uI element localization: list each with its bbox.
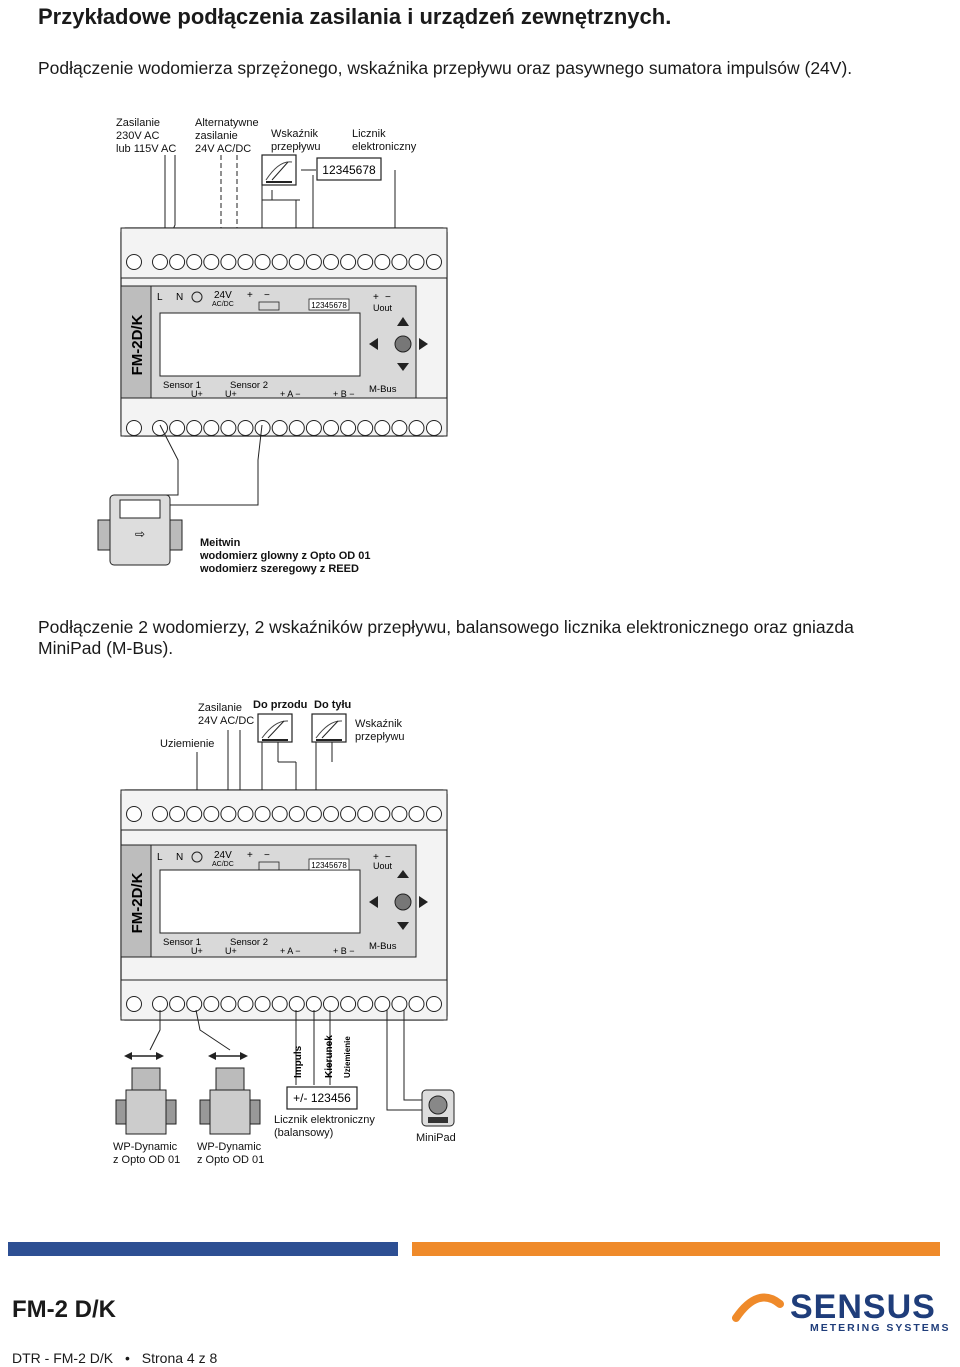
svg-text:−: − <box>264 850 270 861</box>
terminal-screw <box>306 807 321 822</box>
meter-label-3: wodomierz szeregowy z REED <box>200 563 359 575</box>
input-b-label: + B − <box>333 389 355 399</box>
device-display-label: 12345678 <box>311 301 347 310</box>
svg-text:+: + <box>247 850 253 861</box>
terminal-screw <box>392 807 407 822</box>
page-number: Strona 4 z 8 <box>141 1350 218 1366</box>
svg-text:M-Bus: M-Bus <box>369 941 397 952</box>
terminal-screw <box>221 997 236 1012</box>
terminal-screw <box>221 807 236 822</box>
mounting-hole <box>427 997 442 1012</box>
terminal-screw <box>341 255 356 270</box>
terminal-screw <box>170 421 185 436</box>
terminal-screw <box>204 255 219 270</box>
terminal-screw <box>306 421 321 436</box>
document-footer: DTR - FM-2 D/K • Strona 4 z 8 <box>12 1350 218 1366</box>
ok-button-icon <box>395 336 411 352</box>
terminal-screw <box>306 997 321 1012</box>
terminal-screw <box>187 807 202 822</box>
terminal-screw <box>306 255 321 270</box>
terminal-screw <box>392 255 407 270</box>
impuls-label: Impuls <box>293 1045 304 1078</box>
svg-text:+: + <box>373 852 379 863</box>
svg-text:Sensor 1: Sensor 1 <box>163 937 202 948</box>
device-model-label-2: FM-2D/K <box>129 872 146 934</box>
sensor2-label: Sensor 2 <box>230 380 269 391</box>
svg-text:U+: U+ <box>191 946 203 956</box>
mounting-hole <box>427 807 442 822</box>
terminal-screw <box>358 421 373 436</box>
meter-label-1: Meitwin <box>200 537 241 549</box>
terminal-row-bottom-2 <box>127 997 442 1012</box>
mbus-label: M-Bus <box>369 384 397 395</box>
minipad-label: MiniPad <box>416 1132 456 1144</box>
mounting-hole <box>127 255 142 270</box>
sensus-logo-icon <box>728 1288 788 1328</box>
supply-label-3: lub 115V AC <box>116 143 177 155</box>
terminal-screw <box>255 255 270 270</box>
terminal-label-N: N <box>176 292 184 303</box>
mounting-hole <box>127 997 142 1012</box>
terminal-screw <box>187 997 202 1012</box>
terminal-label-acdc: AC/DC <box>212 301 234 308</box>
terminal-label-24v: 24V <box>214 290 232 301</box>
input-a-label: + A − <box>280 389 301 399</box>
terminal-screw <box>392 997 407 1012</box>
wp1-label-1: WP-Dynamic <box>113 1141 178 1153</box>
document-title: FM-2 D/K <box>12 1296 116 1323</box>
terminal-row-top-2 <box>127 807 442 822</box>
terminal-screw <box>375 421 390 436</box>
footer-bar-orange <box>412 1242 940 1256</box>
uout-label: Uout <box>373 303 393 313</box>
sensor1-label: Sensor 1 <box>163 380 202 391</box>
terminal-screw <box>289 255 304 270</box>
water-meter-icon <box>98 495 182 565</box>
terminal-screw <box>375 997 390 1012</box>
terminal-screw <box>272 255 287 270</box>
terminal-screw <box>341 807 356 822</box>
terminal-screw <box>204 807 219 822</box>
wp-dynamic-meter-1-icon <box>116 1052 176 1134</box>
terminal-screw <box>255 421 270 436</box>
terminal-screw <box>187 421 202 436</box>
terminal-screw <box>255 807 270 822</box>
balanced-counter-label-1: Licznik elektroniczny <box>274 1114 375 1126</box>
terminal-screw <box>153 997 168 1012</box>
wiring-diagram-2 <box>0 690 960 1190</box>
terminal-screw <box>358 255 373 270</box>
terminal-screw <box>221 255 236 270</box>
s2-supply-label-2: 24V AC/DC <box>198 715 255 727</box>
kierunek-label: Kierunek <box>324 1035 335 1078</box>
svg-text:AC/DC: AC/DC <box>212 861 234 868</box>
svg-text:Uout: Uout <box>373 861 393 871</box>
terminal-row-top-1 <box>127 255 442 270</box>
section2-title-1: Podłączenie 2 wodomierzy, 2 wskaźników przepływu, balansowego licznika elektronicznego oraz gniazda <box>38 617 854 637</box>
terminal-label-plus: + <box>247 290 253 301</box>
terminal-label-minus: − <box>264 290 270 301</box>
svg-text:L: L <box>157 852 163 863</box>
forward-label: Do przodu <box>253 699 308 711</box>
s2-flow-label-2: przepływu <box>355 731 405 743</box>
terminal-screw <box>375 255 390 270</box>
terminal-screw <box>341 421 356 436</box>
wp2-label-2: z Opto OD 01 <box>197 1154 265 1166</box>
terminal-screw <box>409 421 424 436</box>
ok-button-icon-2 <box>395 894 411 910</box>
brand-name: SENSUS <box>790 1288 936 1326</box>
mounting-hole <box>127 807 142 822</box>
terminal-label-L: L <box>157 292 163 303</box>
terminal-screw <box>375 807 390 822</box>
alt-supply-label-2: zasilanie <box>195 130 238 142</box>
terminal-screw <box>409 255 424 270</box>
terminal-screw <box>409 807 424 822</box>
forward-gauge-icon <box>258 714 292 742</box>
supply-label-2: 230V AC <box>116 130 160 142</box>
terminal-screw <box>409 997 424 1012</box>
svg-text:⇨: ⇨ <box>134 527 146 541</box>
device-model-label: FM-2D/K <box>129 314 146 376</box>
svg-text:24V: 24V <box>214 850 232 861</box>
terminal-screw <box>324 255 339 270</box>
terminal-screw <box>204 997 219 1012</box>
mounting-hole <box>427 421 442 436</box>
terminal-screw <box>272 421 287 436</box>
balanced-counter-display: +/- 123456 <box>293 1091 351 1105</box>
section1-title: Podłączenie wodomierza sprzężonego, wskaźnika przepływu oraz pasywnego sumatora impulsów (24V). <box>38 58 853 78</box>
terminal-screw <box>153 807 168 822</box>
brand-subtitle: METERING SYSTEMS <box>810 1322 951 1334</box>
svg-text:N: N <box>176 852 184 863</box>
backward-gauge-icon <box>312 714 346 742</box>
svg-text:Sensor 2: Sensor 2 <box>230 937 269 948</box>
counter-display-text: 12345678 <box>322 163 376 177</box>
terminal-screw <box>204 421 219 436</box>
terminal-screw <box>272 997 287 1012</box>
wp1-label-2: z Opto OD 01 <box>113 1154 181 1166</box>
mounting-hole <box>127 421 142 436</box>
sensor1-u-label: U+ <box>191 389 203 399</box>
s2-flow-label-1: Wskaźnik <box>355 718 403 730</box>
terminal-screw <box>289 997 304 1012</box>
balanced-counter-label-2: (balansowy) <box>274 1127 334 1139</box>
meter-label-2: wodomierz glowny z Opto OD 01 <box>200 550 371 562</box>
uout-plus: + <box>373 292 379 303</box>
svg-text:−: − <box>385 852 391 863</box>
document-code: DTR - FM-2 D/K <box>12 1350 114 1366</box>
terminal-screw <box>170 807 185 822</box>
terminal-screw <box>392 421 407 436</box>
wp2-label-1: WP-Dynamic <box>197 1141 262 1153</box>
flow-indicator-label-2: przepływu <box>271 141 321 153</box>
s2-supply-label-1: Zasilanie <box>198 702 243 714</box>
alt-supply-label-3: 24V AC/DC <box>195 143 252 155</box>
page-heading: Przykładowe podłączenia zasilania i urządzeń zewnętrznych. <box>38 4 672 29</box>
terminal-screw <box>238 421 253 436</box>
flow-gauge-icon <box>262 155 296 185</box>
backward-label: Do tyłu <box>314 699 352 711</box>
terminal-screw <box>289 421 304 436</box>
terminal-screw <box>238 997 253 1012</box>
alt-supply-label-1: Alternatywne <box>195 117 259 129</box>
svg-text:+ B −: + B − <box>333 946 355 956</box>
footer-bar-blue <box>8 1242 398 1256</box>
svg-text:12345678: 12345678 <box>311 861 347 870</box>
terminal-screw <box>289 807 304 822</box>
mounting-hole <box>427 255 442 270</box>
uziemienie-label: Uziemienie <box>343 1036 352 1078</box>
terminal-screw <box>187 255 202 270</box>
sensor2-u-label: U+ <box>225 389 237 399</box>
wiring-diagram-1 <box>0 0 960 600</box>
terminal-screw <box>358 807 373 822</box>
terminal-screw <box>153 421 168 436</box>
supply-label-1: Zasilanie <box>116 117 161 129</box>
uout-minus: − <box>385 292 391 303</box>
ground-label: Uziemienie <box>160 738 215 750</box>
counter-label-2: elektroniczny <box>352 141 417 153</box>
terminal-screw <box>358 997 373 1012</box>
terminal-screw <box>255 997 270 1012</box>
terminal-screw <box>272 807 287 822</box>
terminal-screw <box>238 255 253 270</box>
terminal-screw <box>238 807 253 822</box>
terminal-screw <box>170 255 185 270</box>
terminal-screw <box>170 997 185 1012</box>
terminal-row-bottom-1 <box>127 421 442 436</box>
terminal-screw <box>341 997 356 1012</box>
terminal-screw <box>324 421 339 436</box>
flow-indicator-label-1: Wskaźnik <box>271 128 319 140</box>
terminal-screw <box>324 997 339 1012</box>
terminal-screw <box>221 421 236 436</box>
terminal-screw <box>324 807 339 822</box>
svg-text:+ A −: + A − <box>280 946 301 956</box>
section2-title-2: MiniPad (M-Bus). <box>38 638 174 658</box>
terminal-screw <box>153 255 168 270</box>
counter-label-1: Licznik <box>352 128 386 140</box>
svg-text:U+: U+ <box>225 946 237 956</box>
minipad-icon <box>422 1090 454 1126</box>
wp-dynamic-meter-2-icon <box>200 1052 260 1134</box>
